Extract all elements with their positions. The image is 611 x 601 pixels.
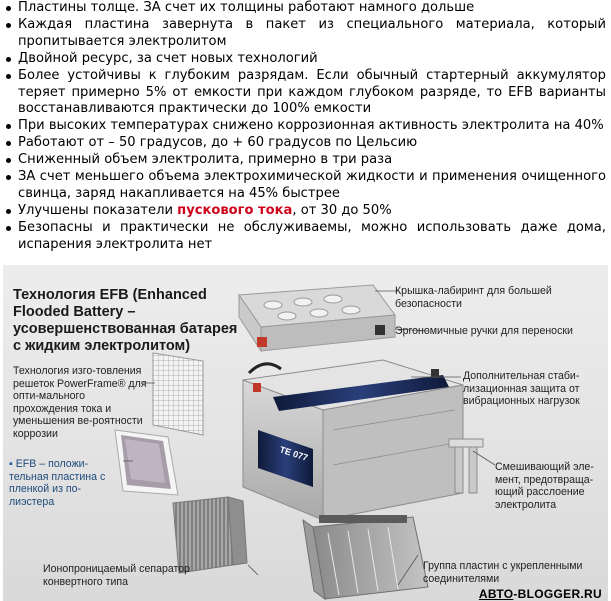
bullet-icon (6, 74, 11, 79)
list-item: Работают от – 50 градусов, до + 60 градусов по Цельсию (6, 135, 606, 152)
bullet-icon (6, 6, 11, 11)
battery-model-label: TE 077 (278, 444, 310, 463)
figure-title: Технология EFB (Enhanced Flooded Battery – усовершенствованная батарея с жидким электролитом) (13, 287, 238, 354)
list-item: Каждая пластина завернута в пакет из специального материала, который пропитывается электролитом (6, 17, 606, 51)
list-item: Сниженный объем электролита, примерно в три раза (6, 152, 606, 169)
bullet-icon (6, 209, 11, 214)
efb-infographic (3, 265, 608, 601)
bullet-icon (6, 175, 11, 180)
separator-label: Ионопроницаемый сепаратор конвертного типа (43, 563, 191, 588)
list-item: Пластины толще. ЗА счет их толщины работают намного дольше (6, 0, 606, 17)
bullet-icon (6, 57, 11, 62)
plate-group-label: Группа пластин с укрепленными соединителями (423, 560, 583, 585)
lid-graphic (239, 285, 395, 351)
stabilization-label: Дополнительная стаби-лизационная защита от вибрационных нагрузок (463, 370, 580, 408)
battery-body-graphic (243, 360, 463, 520)
bullet-icon (6, 226, 11, 231)
list-item: Безопасны и практически не обслуживаемы, можно использовать даже дома, испарения электролита нет (6, 220, 606, 254)
list-item: Более устойчивы к глубоким разрядам. Если обычный стартерный аккумулятор теряет примерно 5% от емкости при каждом глубоком разряде, то EFB варианты восстанавливаются практически до 100% емкости (6, 68, 606, 119)
bullet-icon (6, 23, 11, 28)
handle-icon (249, 364, 281, 373)
highlight-text: пускового тока (177, 202, 293, 218)
list-item: При высоких температурах снижено коррозионная активность электролита на 40% (6, 118, 606, 135)
list-item: ЗА счет меньшего объема электрохимической жидкости и применения очищенного свинца, заряд накапливается на 45% быстрее (6, 169, 606, 203)
efb-plate-label: ▪ EFB – положи-тельная пластина с пленкой из по-лиэстера (9, 458, 106, 508)
bullet-icon (6, 124, 11, 129)
site-watermark: АВТО-BLOGGER.RU (478, 587, 602, 601)
mixer-label: Смешивающий эле-мент, предотвраща-ющий расслоение электролита (495, 461, 594, 511)
list-item: Двойной ресурс, за счет новых технологий (6, 51, 606, 68)
lid-label: Крышка-лабиринт для большей безопасности (395, 285, 552, 310)
grid-technology-label: Технология изго-товления решеток PowerFrame® для опти-мального прохождения тока и уменьшения ве-роятности коррозии (13, 365, 147, 440)
separator-graphic (173, 497, 247, 573)
plate-group-graphic (303, 515, 428, 599)
list-item-highlight: Улучшены показатели пускового тока, от 30 до 50% (6, 203, 606, 220)
bullet-icon (6, 141, 11, 146)
feature-list (6, 0, 606, 254)
grid-plate-graphic (153, 353, 203, 435)
efb-bullet-icon: ▪ (9, 458, 13, 470)
handles-label: Эргономичные ручки для переноски (395, 325, 573, 337)
bullet-icon (6, 158, 11, 163)
